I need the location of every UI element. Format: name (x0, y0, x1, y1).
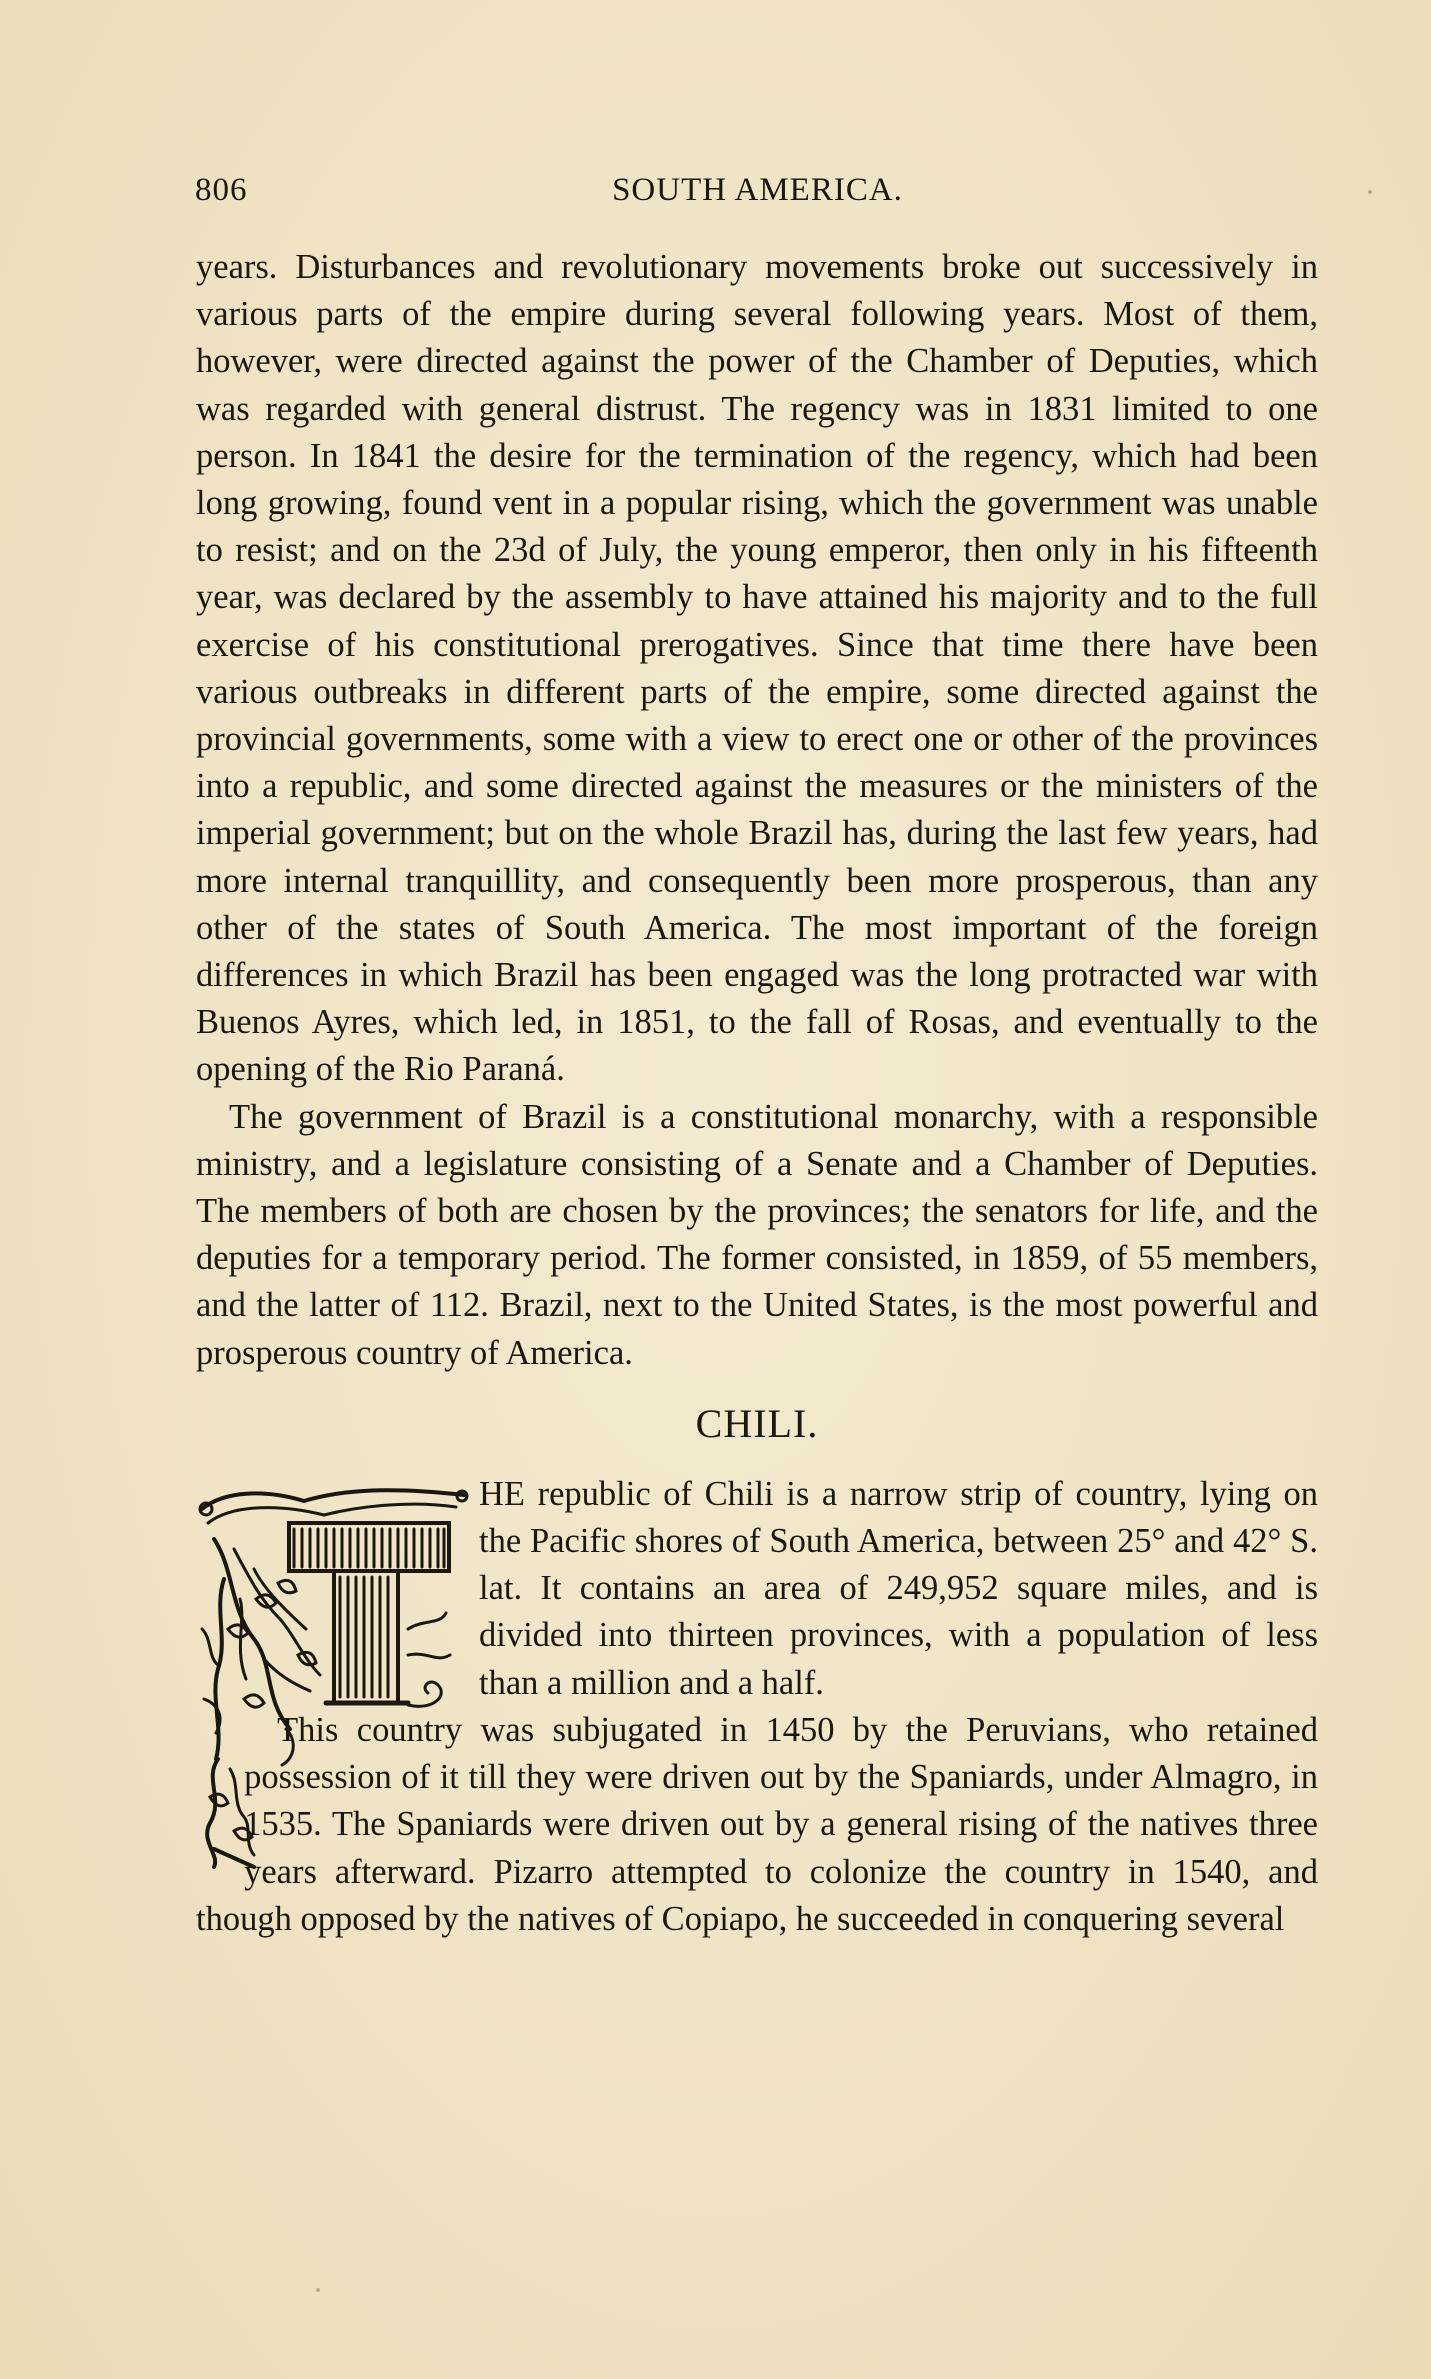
text-block (196, 244, 1318, 1943)
chili-history-paragraph: This country was subjugated in 1450 by the Peruvians, who retained possession of it till they were driven out by the Spaniards, under Almagro, in 1535. The Spaniards were driven out by a general rising of the natives three years afterward. Pizarro attempted to colonize the country in 1540, and though opposed by the natives of Copiapo, he succeeded in conquering several (196, 1710, 1318, 1938)
chili-intro-text: HE republic of Chili is a narrow strip of country, lying on the Pacific shores of South America, between 25° and 42° S. lat. It contains an area of 249,952 square miles, and is divided into thirteen provinces, with a population of less than a million and a half. (479, 1474, 1318, 1702)
paper-speck (316, 2288, 320, 2292)
section-heading-chili: CHILI. (695, 1400, 819, 1446)
brazil-government-paragraph: The government of Brazil is a constitutional monarchy, with a responsible ministry, and a legislature consisting of a Senate and a Chamber of Deputies. The members of both are chosen by the provinces; the senators for life, and the deputies for a temporary period. The former consisted, in 1859, of 55 members, and the latter of 112. Brazil, next to the United States, is the most powerful and prosperous country of America. (196, 1097, 1318, 1372)
paper-speck (1368, 190, 1372, 194)
page-number: 806 (195, 172, 248, 208)
brazil-history-paragraph: years. Disturbances and revolutionary movements broke out successively in various parts of the empire during several following years. Most of them, however, were directed against the power of the Chamber of Deputies, which was regarded with general distrust. The regency was in 1831 limited to one person. In 1841 the desire for the termination of the regency, which had been long growing, found vent in a popular rising, which the government was unable to resist; and on the 23d of July, the young emperor, then only in his fifteenth year, was declared by the assembly to have attained his majority and to the full exercise of his constitutional prerogatives. Since that time there have been various outbreaks in different parts of the empire, some directed against the provincial governments, some with a view to erect one or other of the provinces into a republic, and some directed against the measures or the ministers of the imperial government; but on the whole Brazil has, during the last few years, had more internal tranquillity, and consequently been more prosperous, than any other of the states of South America. The most important of the foreign differences in which Brazil has been engaged was the long protracted war with Buenos Ayres, which led, in 1851, to the fall of Rosas, and eventually to the opening of the Rio Paraná. (196, 248, 1318, 1089)
running-title: SOUTH AMERICA. (612, 172, 903, 208)
running-head (195, 172, 1320, 222)
chili-intro-paragraph (196, 1471, 1318, 1707)
